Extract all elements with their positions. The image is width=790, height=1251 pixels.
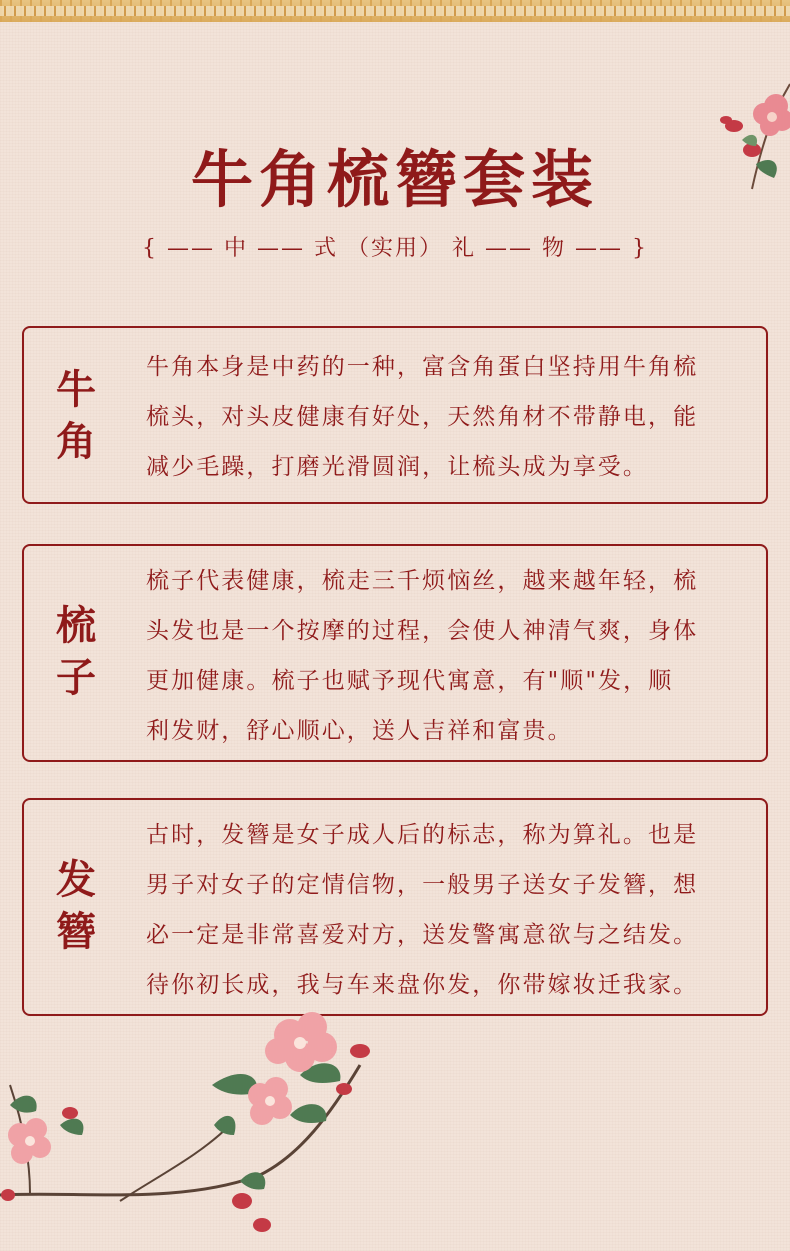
section-body (146, 342, 742, 492)
page-title: 牛角梳簪套装 (190, 143, 599, 216)
section-heading: 牛角 (56, 366, 96, 465)
section-line: 减少毛躁，打磨光滑圆润，让梳头成为享受。 (146, 454, 648, 480)
blossom-branch-icon (0, 1005, 400, 1251)
section-line: 头发也是一个按摩的过程，会使人神清气爽，身体 (146, 618, 699, 644)
section-line: 梳子代表健康，梳走三千烦恼丝，越来越年轻，梳 (146, 568, 699, 594)
section-line: 更加健康。梳子也赋予现代寓意，有"顺"发，顺 (146, 668, 674, 694)
section-line: 男子对女子的定情信物，一般男子送女子发簪，想 (146, 872, 699, 898)
section-card-shuzi (22, 544, 768, 762)
section-body (146, 810, 742, 1010)
section-heading: 发簪 (56, 856, 96, 955)
section-line: 梳头，对头皮健康有好处，天然角材不带静电，能 (146, 404, 699, 430)
section-line: 待你初长成，我与车来盘你发，你带嫁妆迁我家。 (146, 972, 699, 998)
section-heading: 梳子 (56, 602, 96, 701)
section-line: 必一定是非常喜爱对方，送发警寓意欲与之结发。 (146, 922, 699, 948)
section-body (146, 556, 742, 756)
section-line: 利发财，舒心顺心，送人吉祥和富贵。 (146, 718, 573, 744)
section-card-fazan (22, 798, 768, 1016)
section-card-niujiao (22, 326, 768, 504)
page-subtitle: { —— 中 —— 式 （实用） 礼 —— 物 —— } (142, 236, 648, 261)
section-line: 牛角本身是中药的一种，富含角蛋白坚持用牛角梳 (146, 354, 699, 380)
section-line: 古时，发簪是女子成人后的标志，称为算礼。也是 (146, 822, 699, 848)
lattice-border-icon (0, 0, 790, 22)
